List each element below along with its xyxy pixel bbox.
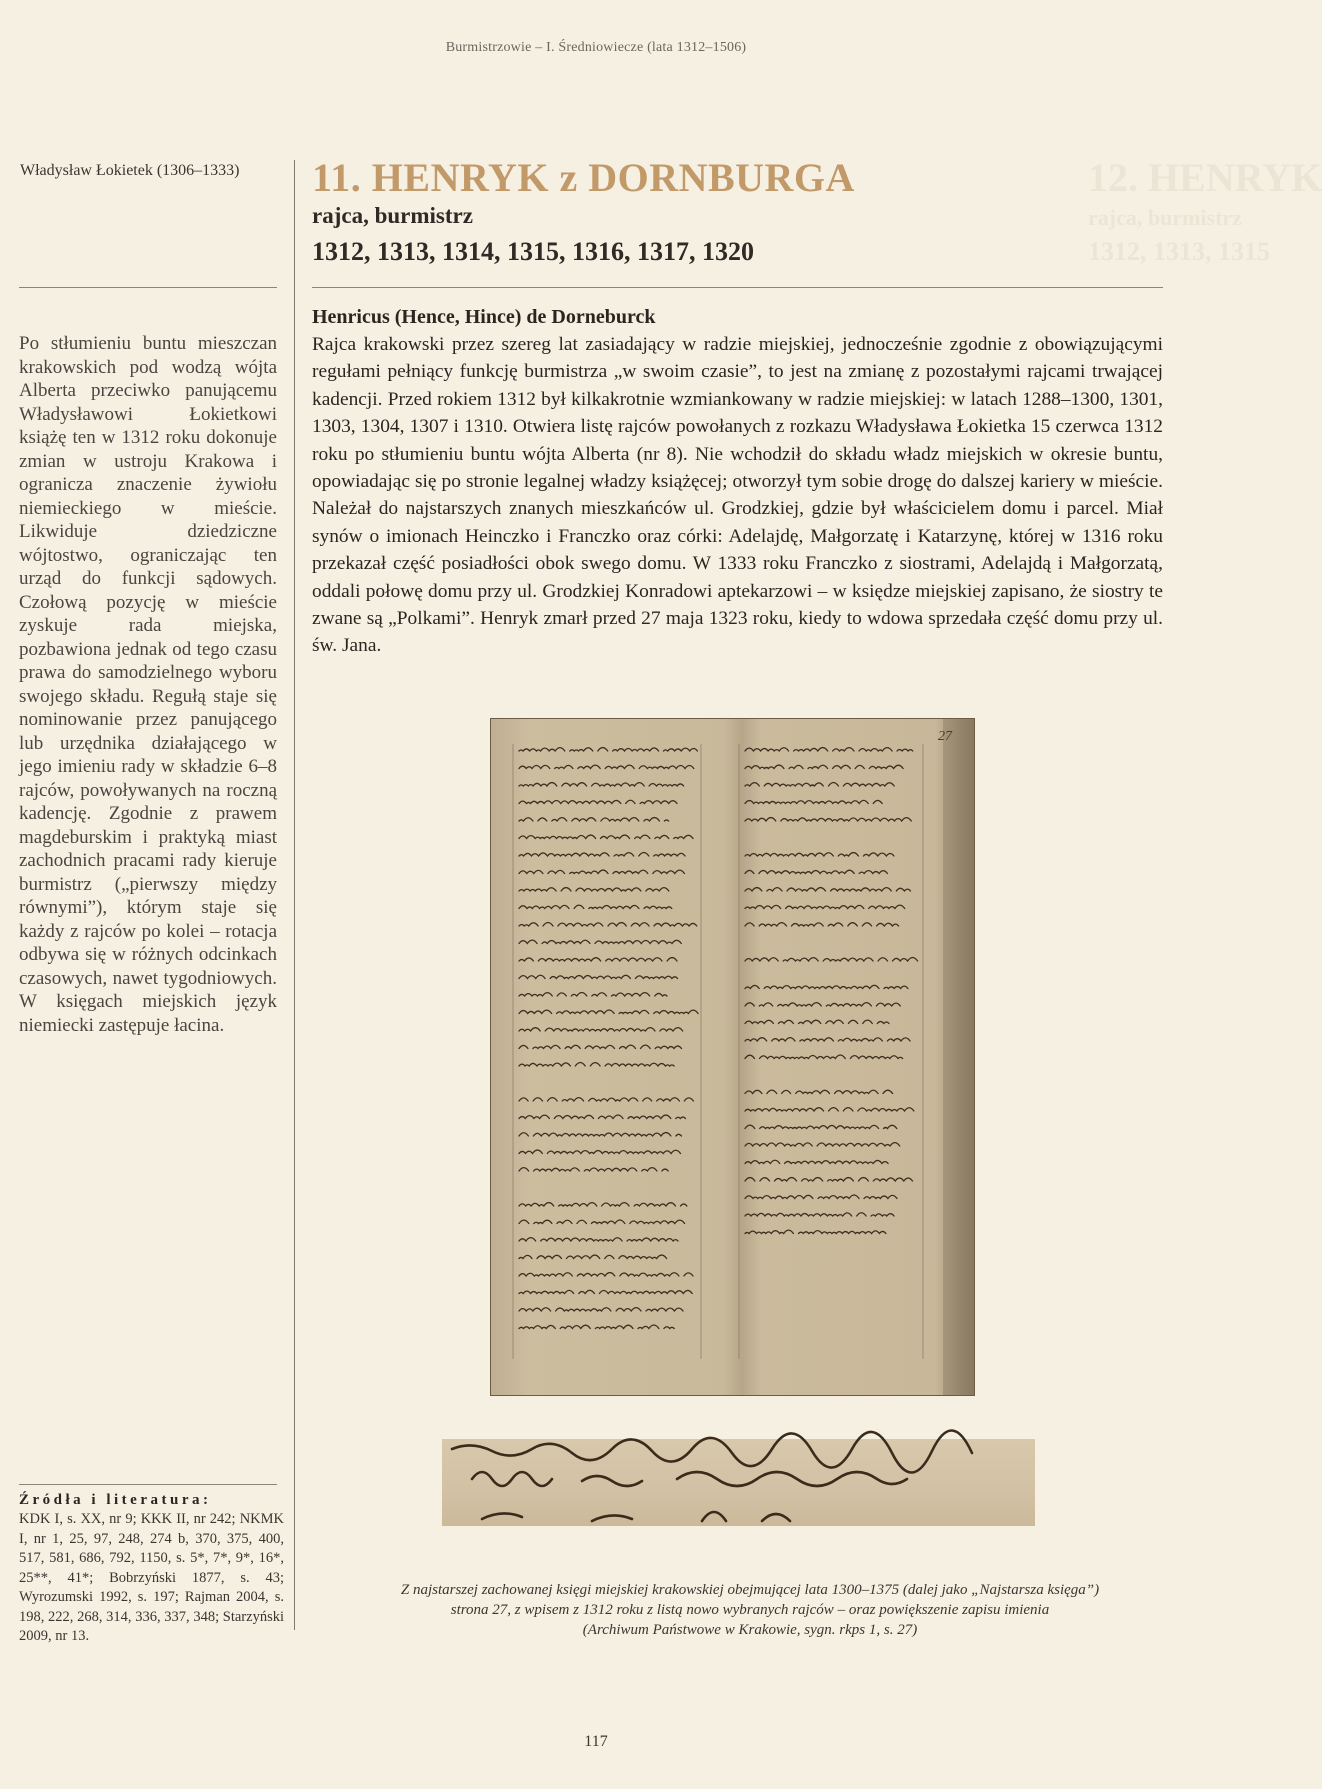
handwriting-stroke xyxy=(519,1168,668,1171)
handwriting-stroke xyxy=(519,853,685,857)
handwriting-stroke xyxy=(519,905,672,908)
handwriting-stroke xyxy=(745,958,923,962)
entry-years: 1312, 1313, 1314, 1315, 1316, 1317, 1320 xyxy=(312,237,754,266)
handwriting-stroke xyxy=(519,870,690,873)
handwriting-stroke xyxy=(519,993,667,997)
manuscript-handwriting xyxy=(491,719,974,1395)
handwriting-stroke xyxy=(519,748,697,751)
entry-title: 11. HENRYK z DORNBURGA xyxy=(312,155,855,200)
handwriting-stroke xyxy=(745,818,916,821)
handwriting-stroke xyxy=(745,1230,886,1233)
handwriting-stroke xyxy=(745,1160,888,1163)
handwriting-stroke xyxy=(519,1273,698,1276)
handwriting-stroke xyxy=(745,783,899,787)
manuscript-detail-enlargement xyxy=(442,1439,1035,1526)
handwriting-stroke xyxy=(745,853,894,856)
handwriting-stroke xyxy=(745,748,913,751)
handwriting-stroke xyxy=(519,1203,687,1206)
column-divider xyxy=(294,160,295,1630)
handwriting-stroke xyxy=(519,1325,674,1329)
caption-line-3: (Archiwum Państwowe w Krakowie, sygn. rkps 1, s. 27) xyxy=(582,1622,918,1638)
handwriting-stroke xyxy=(519,1290,692,1293)
handwriting-stroke xyxy=(745,1038,915,1041)
ghost-role: rajca, burmistrz xyxy=(1088,205,1242,230)
ghost-years: 1312, 1313, 1315 xyxy=(1088,237,1270,266)
page-number: 117 xyxy=(584,1733,608,1750)
handwriting-stroke xyxy=(519,1255,672,1258)
handwriting-stroke xyxy=(519,1308,683,1311)
handwriting-stroke xyxy=(519,1045,682,1048)
handwriting-stroke xyxy=(745,1090,898,1093)
handwriting-stroke xyxy=(745,1108,919,1111)
handwriting-stroke xyxy=(519,940,686,943)
entry-role: rajca, burmistrz xyxy=(312,203,473,228)
manuscript-page-image xyxy=(490,718,975,1396)
handwriting-stroke xyxy=(745,1125,902,1128)
running-head: Burmistrzowie – I. Średniowiecze (lata 1312–1506) xyxy=(445,40,747,55)
figure-caption xyxy=(335,1580,1165,1640)
handwriting-stroke xyxy=(519,975,678,978)
handwriting-stroke xyxy=(745,888,911,891)
caption-line-2: strona 27, z wpisem z 1312 roku z listą nowo wybranych rajców – oraz powiększenie zapisu imienia xyxy=(450,1602,1050,1618)
ghost-title: 12. HENRYK xyxy=(1088,155,1322,200)
handwriting-stroke xyxy=(519,800,677,803)
sidebar-top-rule xyxy=(19,287,277,288)
sources-title: Źródła i literatura: xyxy=(19,1492,212,1508)
handwriting-stroke xyxy=(745,1213,894,1216)
handwriting-stroke xyxy=(519,1063,674,1067)
heading-rule xyxy=(312,287,1163,288)
handwriting-stroke xyxy=(745,765,908,768)
handwriting-stroke xyxy=(745,800,887,803)
manuscript-page-number: 27 xyxy=(938,729,952,744)
handwriting-stroke xyxy=(745,985,908,988)
caption-line-1: Z najstarszej zachowanej księgi miejskiej krakowskiej obejmującej lata 1300–1375 (dalej jako „Najstarsza księga”) xyxy=(400,1582,1100,1598)
handwriting-stroke xyxy=(519,1238,678,1241)
side-label-reign: Władysław Łokietek (1306–1333) xyxy=(20,162,240,179)
handwriting-stroke xyxy=(519,783,684,786)
sidebar-history-text: Po stłumieniu buntu mieszczan krakowskich pod wodzą wójta Alberta przeciwko panującemu Władysławowi Łokietkowi książę ten w 1312 roku dokonuje zmian w ustroju Krakowa i ogranicza znaczenie żywiołu niemieckiego w mieście. Likwiduje dziedziczne wójtostwo, ograniczając ten urząd do funkcji sądowych. Czołową pozycję w mieście zyskuje rada miejska, pozbawiona jednak od tego czasu prawa do samodzielnego wyboru swojego składu. Regułą staje się nominowanie przez panującego lub urzędnika działającego w jego imieniu rady w składzie 6–8 rajców, powoływanych na roczną kadencję. Zgodnie z prawem magdeburskim i praktyką miast zachodnich pracami rady kieruje burmistrz („pierwszy między równymi”), którym staje się każdy z rajców po kolei – rotacja odbywa się w różnych odcinkach czasowych, nawet tygodniowych. W księgach miejskich język niemiecki zastępuje łacina. xyxy=(19,333,277,1036)
handwriting-stroke xyxy=(745,1003,900,1006)
handwriting-stroke xyxy=(519,818,669,821)
biography-text: Rajca krakowski przez szereg lat zasiadający w radzie miejskiej, jednocześnie zgodnie z obowiązującymi regułami pełniący funkcję burmistrza „w swoim czasie”, to jest na zmianę z pozostałymi rajcami trwającej kadencji. Przed rokiem 1312 był kilkakrotnie wzmiankowany w radzie miejskiej: w latach 1288–1300, 1301, 1303, 1304, 1307 i 1310. Otwiera listę rajców powołanych z rozkazu Władysława Łokietka 15 czerwca 1312 roku po stłumieniu buntu wójta Alberta (nr 8). Nie wchodził do składu władz miejskich w okresie buntu, opowiadając się po stronie legalnej władzy książęcej; otworzył tym sobie drogę do dalszej kariery w mieście. Należał do najstarszych znanych mieszkańców ul. Grodzkiej, gdzie był właścicielem domu i parcel. Miał synów o imionach Heinczko i Franczko oraz córki: Adelajdę, Małgorzatę i Katarzynę, której w 1316 roku przekazał część posiadłości obok swego domu. W 1333 roku Franczko z siostrami, Adelajdą i Małgorzatą, oddali połowę domu przy ul. Grodzkiej Konradowi aptekarzowi – w księdze miejskiej zapisano, że siostry te zwane są „Polkami”. Henryk zmarł przed 27 maja 1323 roku, kiedy to wdowa sprzedała część domu przy ul. św. Jana. xyxy=(312,334,1163,657)
handwriting-stroke xyxy=(519,765,694,768)
handwriting-stroke xyxy=(519,923,697,927)
handwriting-stroke xyxy=(745,870,887,873)
handwriting-stroke xyxy=(519,835,698,838)
handwriting-stroke xyxy=(519,1010,703,1014)
handwriting-stroke xyxy=(519,1150,685,1153)
handwriting-stroke xyxy=(745,1178,913,1181)
detail-handwriting xyxy=(442,1439,1035,1526)
ghost-next-entry xyxy=(1088,154,1322,274)
handwriting-stroke xyxy=(519,1133,682,1136)
sources-text: KDK I, s. XX, nr 9; KKK II, nr 242; NKMK I, nr 1, 25, 97, 248, 274 b, 370, 375, 400, 517, 581, 686, 792, 1150, s. 5*, 7*, 9*, 16*, 25**, 41*; Bobrzyński 1877, s. 43; Wyrozumski 1992, s. 197; Rajman 2004, s. 198, 222, 268, 314, 336, 337, 348; Starzyński 2009, nr 13. xyxy=(19,1511,284,1644)
handwriting-stroke xyxy=(745,923,899,926)
handwriting-stroke xyxy=(745,1143,905,1146)
handwriting-stroke xyxy=(745,1055,903,1059)
handwriting-stroke xyxy=(519,1098,698,1101)
handwriting-stroke xyxy=(519,1115,686,1119)
latin-name: Henricus (Hence, Hince) de Dorneburck xyxy=(312,306,656,328)
sources-rule xyxy=(19,1484,277,1485)
handwriting-stroke xyxy=(519,1220,689,1224)
handwriting-stroke xyxy=(745,1195,902,1199)
handwriting-stroke xyxy=(745,1020,889,1023)
handwriting-stroke xyxy=(519,1028,688,1031)
handwriting-stroke xyxy=(519,888,674,891)
handwriting-stroke xyxy=(519,958,682,961)
handwriting-stroke xyxy=(745,905,910,908)
